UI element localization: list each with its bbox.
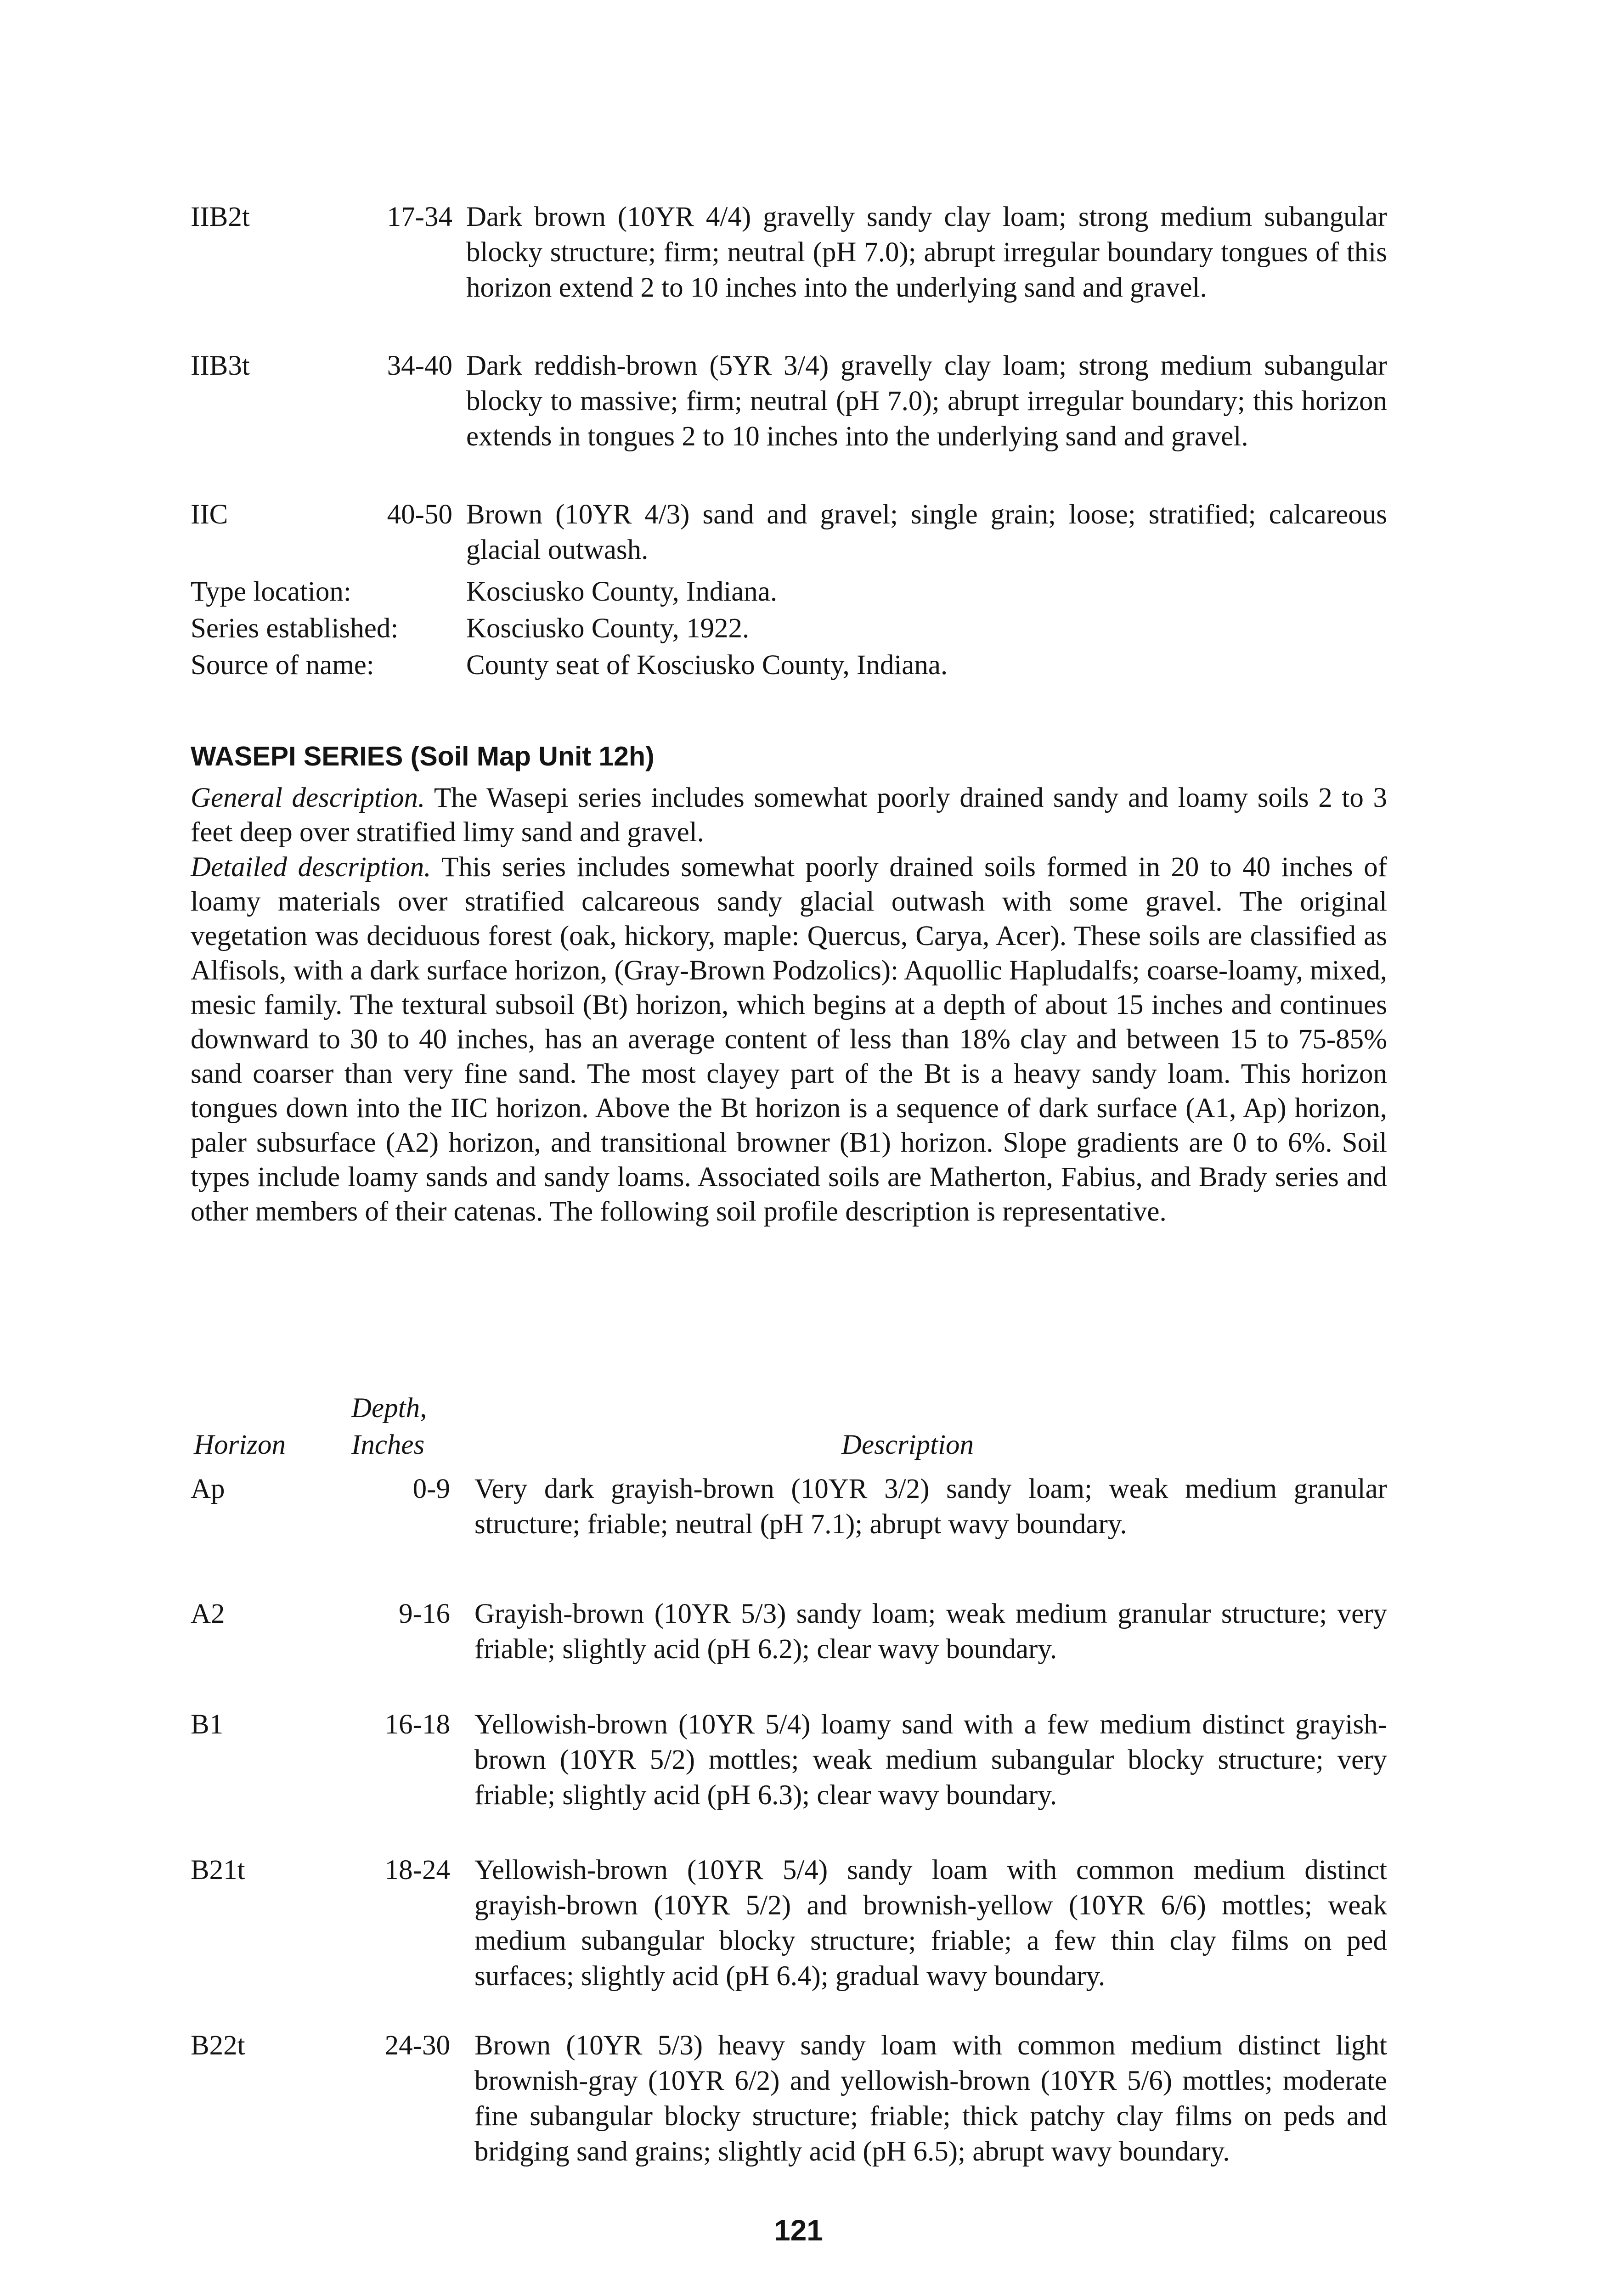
general-description-text: The Wasepi series includes somewhat poorly drained sandy and loamy soils 2 to 3 feet deep over stratified limy sand and gravel. bbox=[191, 782, 1388, 848]
depth-value: 9-16 bbox=[399, 1598, 450, 1629]
column-header-description: Description bbox=[841, 1429, 974, 1460]
horizon-description: Yellowish-brown (10YR 5/4) sandy loam with common medium distinct grayish-brown (10YR 5/2) and brownish-yellow (10YR 6/6) mottles; weak medium subangular blocky structure; friable; a few thin clay films on ped surfaces; slightly acid (pH 6.4); gradual wavy boundary. bbox=[474, 1855, 1387, 1992]
depth-value: 17-34 bbox=[387, 202, 452, 232]
depth-value: 34-40 bbox=[387, 350, 452, 381]
horizon-description: Yellowish-brown (10YR 5/4) loamy sand with a few medium distinct grayish-brown (10YR 5/2) mottles; weak medium subangular blocky structure; very friable; slightly acid (pH 6.3); clear wavy boundary. bbox=[474, 1709, 1387, 1811]
depth-value: 24-30 bbox=[384, 2030, 450, 2061]
horizon-description: Dark brown (10YR 4/4) gravelly sandy clay loam; strong medium subangular blocky structure; firm; neutral (pH 7.0); abrupt irregular boundary tongues of this horizon extend 2 to 10 inches into the underlying sand and gravel. bbox=[466, 202, 1387, 303]
info-label: Type location: bbox=[191, 576, 351, 607]
general-description-label: General description. bbox=[191, 782, 425, 813]
detailed-description-text: This series includes somewhat poorly drained soils formed in 20 to 40 inches of loamy materials over stratified calcareous sandy glacial outwash with some gravel. The original vegetation was deciduous forest (oak, hickory, maple: Quercus, Carya, Acer). These soils are classified as Alfisols, with a dark surface horizon, (Gray-Brown Podzolics): Aquollic Hapludalfs; coarse-loamy, mixed, mesic family. The textural subsoil (Bt) horizon, which begins at a depth of about 15 inches and continues downward to 30 to 40 inches, has an average content of less than 18% clay and between 15 to 75-85% sand coarser than very fine sand. The most clayey part of the Bt is a heavy sandy loam. This horizon tongues down into the IIC horizon. Above the Bt horizon is a sequence of dark surface (A1, Ap) horizon, paler subsurface (A2) horizon, and transitional browner (B1) horizon. Slope gradients are 0 to 6%. Soil types include loamy sands and sandy loams. Associated soils are Matherton, Fabius, and Brady series and other members of their catenas. The following soil profile description is representative. bbox=[191, 852, 1388, 1227]
info-value: Kosciusko County, Indiana. bbox=[466, 576, 778, 607]
general-description bbox=[191, 781, 1387, 850]
detailed-description-label: Detailed description. bbox=[191, 852, 431, 883]
horizon-label: IIB2t bbox=[191, 202, 250, 232]
horizon-label: A2 bbox=[191, 1598, 225, 1629]
horizon-label: B21t bbox=[191, 1855, 245, 1885]
column-header-horizon: Horizon bbox=[194, 1429, 286, 1460]
horizon-description: Dark reddish-brown (5YR 3/4) gravelly clay loam; strong medium subangular blocky to massive; firm; neutral (pH 7.0); abrupt irregular boundary; this horizon extends in tongues 2 to 10 inches into the underlying sand and gravel. bbox=[466, 350, 1387, 452]
detailed-description bbox=[191, 850, 1387, 1229]
horizon-label: B22t bbox=[191, 2030, 245, 2061]
depth-value: 40-50 bbox=[387, 499, 452, 530]
horizon-description: Brown (10YR 4/3) sand and gravel; single grain; loose; stratified; calcareous glacial outwash. bbox=[466, 499, 1387, 565]
info-label: Source of name: bbox=[191, 650, 374, 681]
section-heading: WASEPI SERIES (Soil Map Unit 12h) bbox=[191, 741, 655, 771]
horizon-label: B1 bbox=[191, 1709, 224, 1740]
info-label: Series established: bbox=[191, 613, 399, 644]
horizon-label: IIB3t bbox=[191, 350, 250, 381]
horizon-label: IIC bbox=[191, 499, 228, 530]
horizon-description: Brown (10YR 5/3) heavy sandy loam with common medium distinct light brownish-gray (10YR 6/2) and yellowish-brown (10YR 5/6) mottles; moderate fine subangular blocky structure; friable; thick patchy clay films on peds and bridging sand grains; slightly acid (pH 6.5); abrupt wavy boundary. bbox=[474, 2030, 1387, 2167]
info-value: Kosciusko County, 1922. bbox=[466, 613, 750, 644]
horizon-label: Ap bbox=[191, 1474, 225, 1504]
horizon-description: Very dark grayish-brown (10YR 3/2) sandy loam; weak medium granular structure; friable; neutral (pH 7.1); abrupt wavy boundary. bbox=[474, 1474, 1387, 1540]
info-value: County seat of Kosciusko County, Indiana. bbox=[466, 650, 948, 681]
column-header-depth: Depth, bbox=[351, 1393, 427, 1424]
depth-value: 18-24 bbox=[384, 1855, 450, 1885]
depth-value: 0-9 bbox=[412, 1474, 450, 1504]
depth-value: 16-18 bbox=[384, 1709, 450, 1740]
page-number: 121 bbox=[774, 2214, 823, 2247]
column-header-depth-unit: Inches bbox=[351, 1429, 425, 1460]
horizon-description: Grayish-brown (10YR 5/3) sandy loam; weak medium granular structure; very friable; slightly acid (pH 6.2); clear wavy boundary. bbox=[474, 1598, 1387, 1665]
